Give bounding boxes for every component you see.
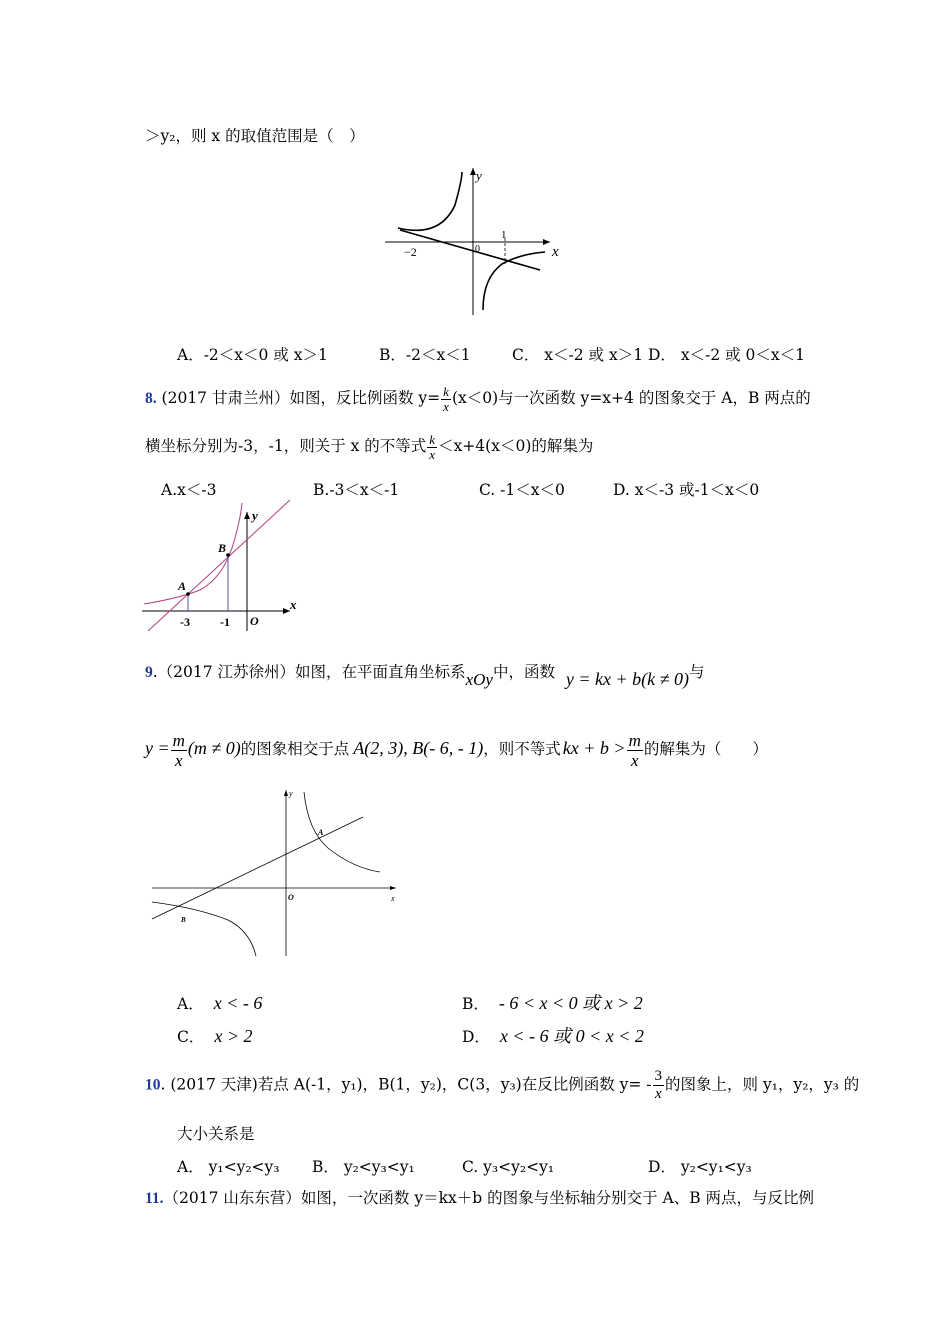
q8-origin: O [250, 614, 259, 628]
q9-text-b: 中，函数 [492, 663, 555, 681]
q8-tick-a: -3 [180, 615, 190, 629]
q7-option-b: B．-2＜x＜1 [379, 346, 471, 364]
q8-fraction-2: $\frac{k}{x}$ [429, 431, 436, 462]
q10-option-d: D． y₂<y₁<y₃ [648, 1158, 752, 1176]
q9-text-d: 的图象相交于点 [240, 740, 350, 758]
q9-func1: y = kx + b(k ≠ 0) [565, 669, 690, 689]
q10-option-a: A． y₁<y₂<y₃ [177, 1158, 280, 1176]
q9-fraction-1: $\frac{m}{x}$ [172, 730, 185, 770]
q9-y-label: y [289, 789, 293, 798]
q11-text: （2017 山东东营）如图，一次函数 y＝kx＋b 的图象与坐标轴分别交于 A、B 两点，与反比例 [163, 1189, 815, 1207]
q9-text-e: ，则不等式 [483, 740, 561, 758]
q9-fraction-2: $\frac{m}{x}$ [628, 730, 641, 770]
q9-func2-b: (m ≠ 0) [187, 738, 241, 758]
q9-text-a: .（2017 江苏徐州）如图，在平面直角坐标系 [152, 663, 466, 681]
q8-option-b: B.-3＜x＜-1 [313, 481, 400, 499]
q7-x-label: x [552, 244, 559, 260]
q7-tick-neg: −2 [404, 245, 417, 259]
q9-text-f: 的解集为（ ） [643, 740, 768, 758]
q9-coord-sys: xOy [465, 670, 493, 689]
q7-origin: 0 [475, 244, 480, 255]
q8-x-label: x [290, 597, 297, 612]
q8-point-b: B [218, 541, 227, 555]
q9-text-c: 与 [689, 663, 705, 681]
q10-line2: 大小关系是 [177, 1125, 255, 1143]
q9-origin: O [288, 893, 294, 902]
q10-text-a: . (2017 天津)若点 A(-1，y₁)，B(1，y₂)，C(3，y₃)在反比例函数 y= - [160, 1075, 652, 1094]
q9-option-d: D． x < - 6 或 0 < x < 2 [462, 1026, 644, 1046]
q10-number: 10 [145, 1076, 161, 1094]
q10-text-b: 的图象上，则 y₁，y₂，y₃ 的 [665, 1075, 860, 1094]
q8-fraction-1: $\frac{k}{x}$ [443, 383, 449, 414]
q10-option-b: B． y₂<y₃<y₁ [312, 1158, 415, 1176]
q10-line1 [145, 1068, 859, 1103]
q9-point-b: B [181, 916, 186, 924]
q8-number: 8. [145, 390, 157, 407]
q8-y-label: y [252, 508, 258, 523]
q9-option-b: B． - 6 < x < 0 或 x > 2 [462, 993, 643, 1013]
q9-option-a: A． x < - 6 [177, 993, 263, 1013]
q8-line1 [145, 384, 811, 414]
q7-tick-pos: 1 [501, 229, 507, 241]
q7-option-d: D． x＜-2 或 0＜x＜1 [648, 346, 806, 364]
q10-option-c: C. y₃<y₂<y₁ [462, 1158, 555, 1176]
q9-inequality: kx + b > [562, 738, 626, 758]
q8-line2 [145, 432, 593, 462]
q9-x-label: x [391, 894, 395, 903]
q8-tick-b: -1 [220, 615, 230, 629]
q9-func2-a: y = [145, 738, 170, 758]
q9-figure [148, 786, 408, 958]
q9-points: A(2, 3), B(- 6, - 1) [353, 738, 484, 758]
q8-text-b: (x＜0)与一次函数 y=x+4 的图象交于 A，B 两点的 [451, 389, 811, 407]
q8-point-a: A [178, 579, 187, 593]
q8-option-a: A.x＜-3 [161, 481, 217, 499]
q9-number: 9 [145, 664, 153, 681]
q11-number: 11. [145, 1190, 164, 1207]
q7-figure [380, 160, 570, 320]
q9-option-c: C． x > 2 [177, 1026, 253, 1046]
q8-option-d: D. x＜-3 或-1＜x＜0 [613, 481, 760, 499]
q7-option-a: A．-2＜x＜0 或 x＞1 [177, 346, 328, 364]
q9-line2 [145, 728, 768, 770]
q8-text-c: 横坐标分别为-3，-1，则关于 x 的不等式 [145, 437, 427, 455]
q11-line1 [145, 1188, 814, 1209]
q10-fraction: $\frac{3}{x}$ [654, 1068, 663, 1102]
q8-text-a: (2017 甘肃兰州）如图，反比例函数 y= [156, 389, 441, 407]
q9-point-a: A [318, 828, 324, 837]
q8-figure [140, 498, 310, 634]
q8-option-c: C. -1＜x＜0 [479, 481, 565, 499]
q7-stem-tail: ＞y₂，则 x 的取值范围是（ ） [145, 127, 365, 145]
q7-y-label: y [476, 168, 482, 183]
q7-option-c: C． x＜-2 或 x＞1 [512, 346, 644, 364]
q8-text-d: ＜x+4(x＜0)的解集为 [438, 437, 594, 455]
q9-line1 [145, 654, 705, 690]
